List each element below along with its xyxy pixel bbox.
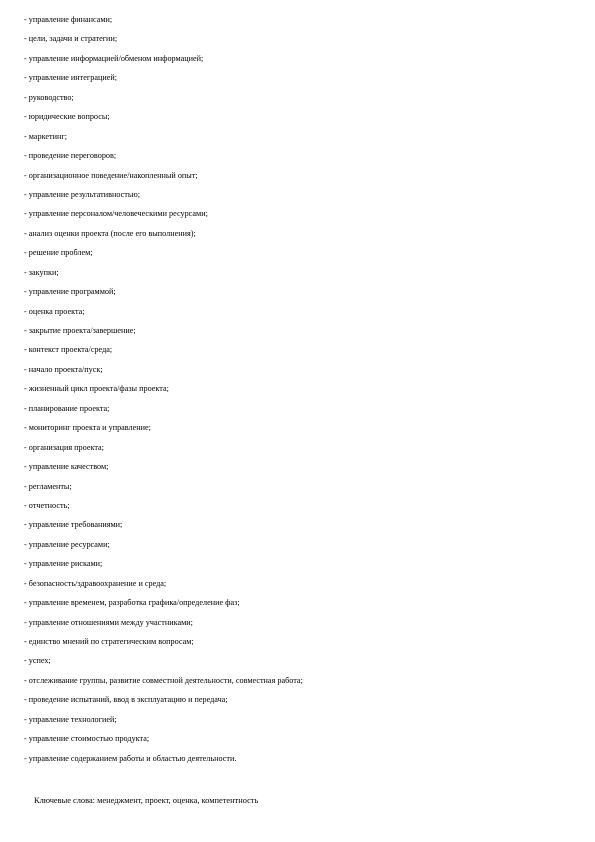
list-item: - анализ оценки проекта (после его выполнения); bbox=[24, 228, 196, 238]
list-item: - управление информацией/обменом информацией; bbox=[24, 53, 204, 63]
list-item: - управление результативностью; bbox=[24, 189, 140, 199]
list-item: - закрытие проекта/завершение; bbox=[24, 326, 136, 335]
list-item: - отслеживание группы, развитие совместной деятельности, совместная работа; bbox=[24, 675, 303, 685]
list-item: - управление отношениями между участниками; bbox=[24, 617, 193, 627]
list-item: - управление персоналом/человеческими ресурсами; bbox=[24, 209, 208, 219]
list-item: - безопасность/здравоохранение и среда; bbox=[24, 578, 167, 588]
keywords-line: Ключевые слова: менеджмент, проект, оценка, компетентность bbox=[34, 796, 259, 805]
list-item: - регламенты; bbox=[24, 481, 72, 491]
list-item: - контекст проекта/среда; bbox=[24, 345, 113, 355]
list-item: - жизненный цикл проекта/фазы проекта; bbox=[24, 384, 169, 394]
list-item: - управление требованиями; bbox=[24, 520, 123, 530]
list-item: - юридические вопросы; bbox=[24, 112, 110, 122]
list-item: - руководство; bbox=[24, 92, 74, 102]
list-item: - управление финансами; bbox=[24, 15, 113, 24]
list-item: - отчетность; bbox=[24, 500, 70, 510]
list-item: - проведение испытаний, ввод в эксплуатацию и передача; bbox=[24, 695, 228, 705]
list-item: - маркетинг; bbox=[24, 131, 68, 141]
list-item: - проведение переговоров; bbox=[24, 151, 117, 161]
list-item: - мониторинг проекта и управление; bbox=[24, 423, 151, 433]
list-item: - цели, задачи и стратегии; bbox=[24, 34, 118, 44]
list-item: - единство мнений по стратегическим вопросам; bbox=[24, 637, 194, 646]
list-item: - закупки; bbox=[24, 267, 59, 277]
list-item: - планирование проекта; bbox=[24, 403, 110, 413]
list-item: - управление временем, разработка графика/определение фаз; bbox=[24, 598, 240, 608]
list-item: - управление интеграцией; bbox=[24, 73, 118, 83]
list-item: - управление качеством; bbox=[24, 462, 109, 472]
list-item: - оценка проекта; bbox=[24, 306, 85, 316]
list-item: - управление содержанием работы и областью деятельности. bbox=[24, 753, 237, 763]
list-item: - организация проекта; bbox=[24, 442, 104, 452]
list-item: - решение проблем; bbox=[24, 248, 93, 258]
list-item: - успех; bbox=[24, 656, 51, 666]
list-item: - управление технологией; bbox=[24, 714, 117, 724]
list-item: - управление ресурсами; bbox=[24, 539, 110, 549]
list-item: - управление программой; bbox=[24, 287, 116, 297]
competence-list bbox=[24, 14, 303, 772]
list-item: - управление рисками; bbox=[24, 559, 103, 569]
list-item: - организационное поведение/накопленный опыт; bbox=[24, 170, 198, 180]
list-item: - управление стоимостью продукта; bbox=[24, 734, 150, 744]
list-item: - начало проекта/пуск; bbox=[24, 364, 103, 374]
